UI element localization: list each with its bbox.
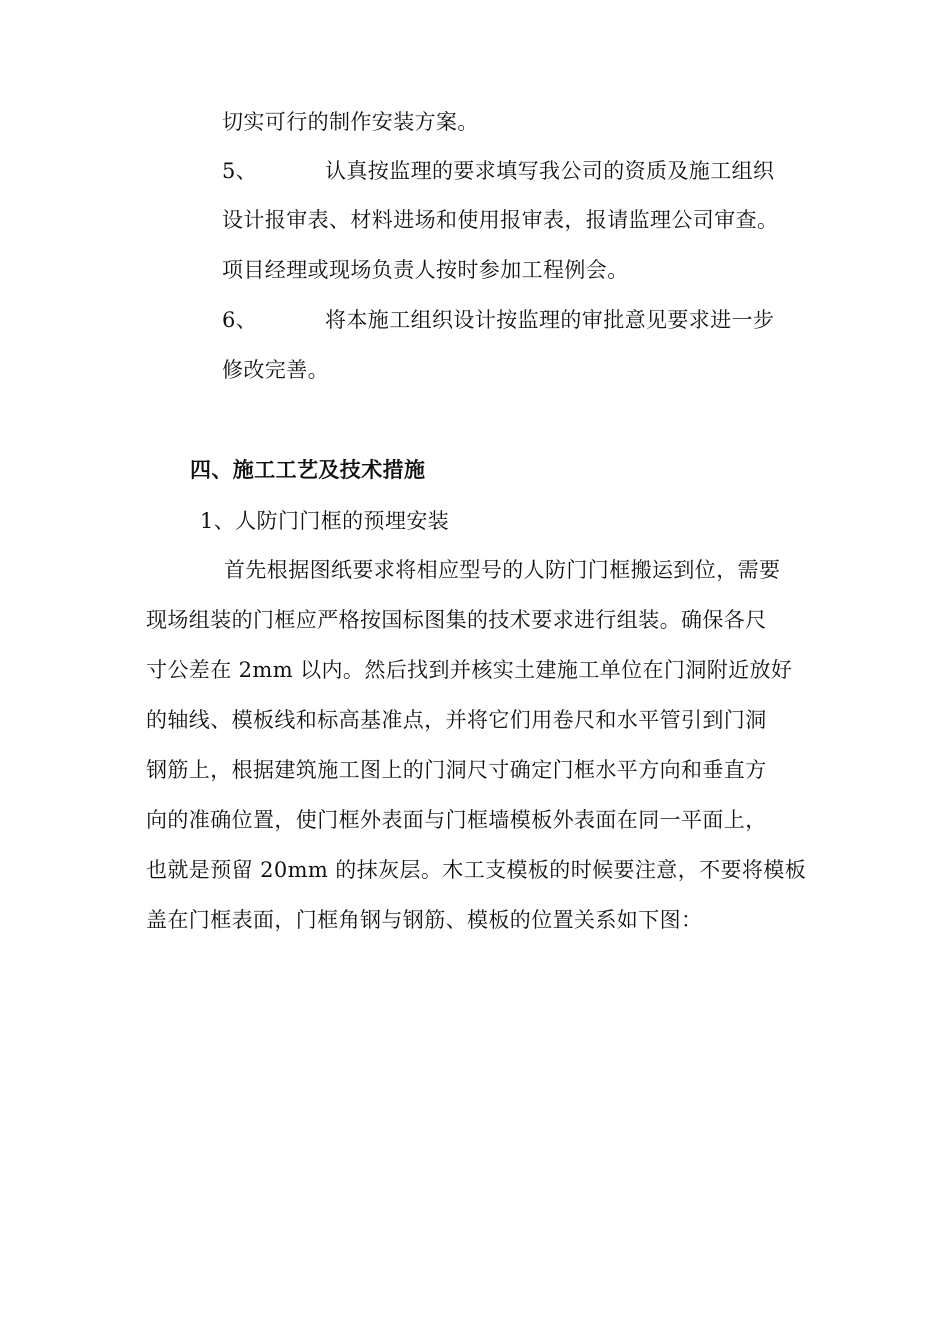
list-item-5-text: 认真按监理的要求填写我公司的资质及施工组织	[325, 159, 775, 183]
list-item-5-line-2: 设计报审表、材料进场和使用报审表，报请监理公司审查。	[222, 208, 779, 232]
paragraph-line: 向的准确位置，使门框外表面与门框墙模板外表面在同一平面上，	[146, 808, 767, 832]
continued-text-line: 切实可行的制作安装方案。	[222, 110, 479, 134]
paragraph-line: 首先根据图纸要求将相应型号的人防门门框搬运到位，需要	[224, 558, 781, 582]
paragraph-line: 寸公差在 2mm 以内。然后找到并核实土建施工单位在门洞附近放好	[146, 658, 793, 682]
section-subheading: 1、人防门门框的预埋安装	[200, 509, 450, 533]
list-item-6-line-2: 修改完善。	[222, 358, 329, 382]
list-item-5-line-3: 项目经理或现场负责人按时参加工程例会。	[222, 258, 629, 282]
list-item-6-number: 6、	[222, 308, 258, 332]
paragraph-line: 现场组装的门框应严格按国标图集的技术要求进行组装。确保各尺	[146, 608, 767, 632]
paragraph-line: 盖在门框表面，门框角钢与钢筋、模板的位置关系如下图：	[146, 908, 703, 932]
list-item-6-text: 将本施工组织设计按监理的审批意见要求进一步	[325, 308, 775, 332]
paragraph-line: 也就是预留 20mm 的抹灰层。木工支模板的时候要注意，不要将模板	[146, 858, 807, 882]
list-item-5-number: 5、	[222, 159, 258, 183]
section-heading: 四、施工工艺及技术措施	[190, 458, 426, 482]
paragraph-line: 钢筋上，根据建筑施工图上的门洞尺寸确定门框水平方向和垂直方	[146, 758, 767, 782]
paragraph-line: 的轴线、模板线和标高基准点，并将它们用卷尺和水平管引到门洞	[146, 708, 767, 732]
